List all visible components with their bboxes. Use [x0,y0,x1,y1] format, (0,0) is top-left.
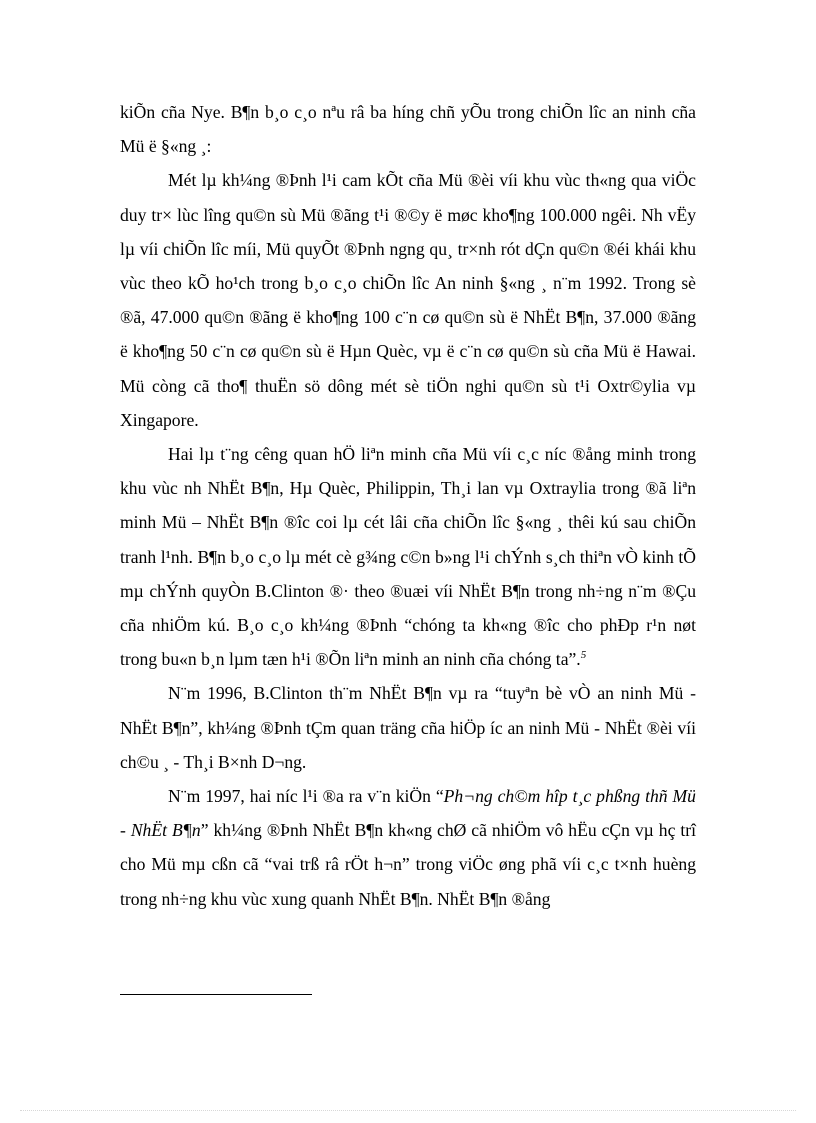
footnote-reference: 5 [580,649,587,662]
paragraph-4 [120,676,696,779]
paragraph-5-italic-title: Ph¬ng ch©m hîp t¸c phßng thñ Mü - NhËt B¶n [120,786,696,841]
paragraph-4-text: N¨m 1996, B.Clinton th¨m NhËt B¶n vµ ra “tuyªn bè vÒ an ninh Mü - NhËt B¶n”, kh¼ng ®Þnh tÇm quan träng cña hiÖp íc an ninh Mü - NhËt ®èi víi ch©u ¸ - Th¸i B×nh D¬ng. [120,683,696,772]
footnote-separator-line [120,994,312,995]
paragraph-3 [120,437,696,676]
paragraph-1-text: kiÕn cña Nye. B¶n b¸o c¸o nªu râ ba híng chñ yÕu trong chiÕn lîc an ninh cña Mü ë §«ng ¸: [120,102,696,157]
body-text [120,95,696,916]
paragraph-1 [120,95,696,163]
page-bottom-border [20,1110,796,1111]
paragraph-3-text: Hai lµ t¨ng cêng quan hÖ liªn minh cña Mü víi c¸c níc ®ång minh trong khu vùc nh NhËt B¶n, Hµ Quèc, Philippin, Th¸i lan vµ Oxtraylia trong ®ã liªn minh Mü – NhËt B¶n ®îc coi lµ cét lâi cña chiÕn lîc §«ng ¸ thêi kú sau chiÕn tranh l¹nh. B¶n b¸o c¸o lµ mét cè g¾ng c©n b»ng l¹i chÝnh s¸ch thiªn vÒ kinh tÕ mµ chÝnh quyÒn B.Clinton ®· theo ®uæi víi NhËt B¶n trong nh÷ng n¨m ®Çu cña nhiÖm kú. B¸o c¸o kh¼ng ®Þnh “chóng ta kh«ng ®îc cho phÐp r¹n nøt trong bu«n b¸n lµm tæn h¹i ®Õn liªn minh an ninh cña chóng ta”. [120,444,696,670]
paragraph-5-text-before: N¨m 1997, hai níc l¹i ®a ra v¨n kiÖn “ [168,786,444,807]
paragraph-2 [120,163,696,437]
paragraph-5 [120,779,696,916]
paragraph-5-text-after: ” kh¼ng ®Þnh NhËt B¶n kh«ng chØ cã nhiÖm vô hËu cÇn vµ hç trî cho Mü mµ cßn cã “vai trß râ rÖt h¬n” trong viÖc øng phã víi c¸c t×nh huèng trong nh÷ng khu vùc xung quanh NhËt B¶n. NhËt B¶n ®ång [120,820,696,909]
paragraph-2-text: Mét lµ kh¼ng ®Þnh l¹i cam kÕt cña Mü ®èi víi khu vùc th«ng qua viÖc duy tr× lùc lîng qu©n sù Mü ®ãng t¹i ®©y ë møc kho¶ng 100.000 ngêi. Nh vËy lµ víi chiÕn lîc míi, Mü quyÕt ®Þnh ngng qu¸ tr×nh rót dÇn qu©n ®éi khái khu vùc theo kÕ ho¹ch trong b¸o c¸o chiÕn lîc An ninh §«ng ¸ n¨m 1992. Trong sè ®ã, 47.000 qu©n ®ãng ë kho¶ng 100 c¨n cø qu©n sù ë NhËt B¶n, 37.000 ®ãng ë kho¶ng 50 c¨n cø qu©n sù ë Hµn Quèc, vµ ë c¨n cø qu©n sù cña Mü ë Hawai. Mü còng cã tho¶ thuËn sö dông mét sè tiÖn nghi qu©n sù t¹i Oxtr©ylia vµ Xingapore. [120,170,696,430]
